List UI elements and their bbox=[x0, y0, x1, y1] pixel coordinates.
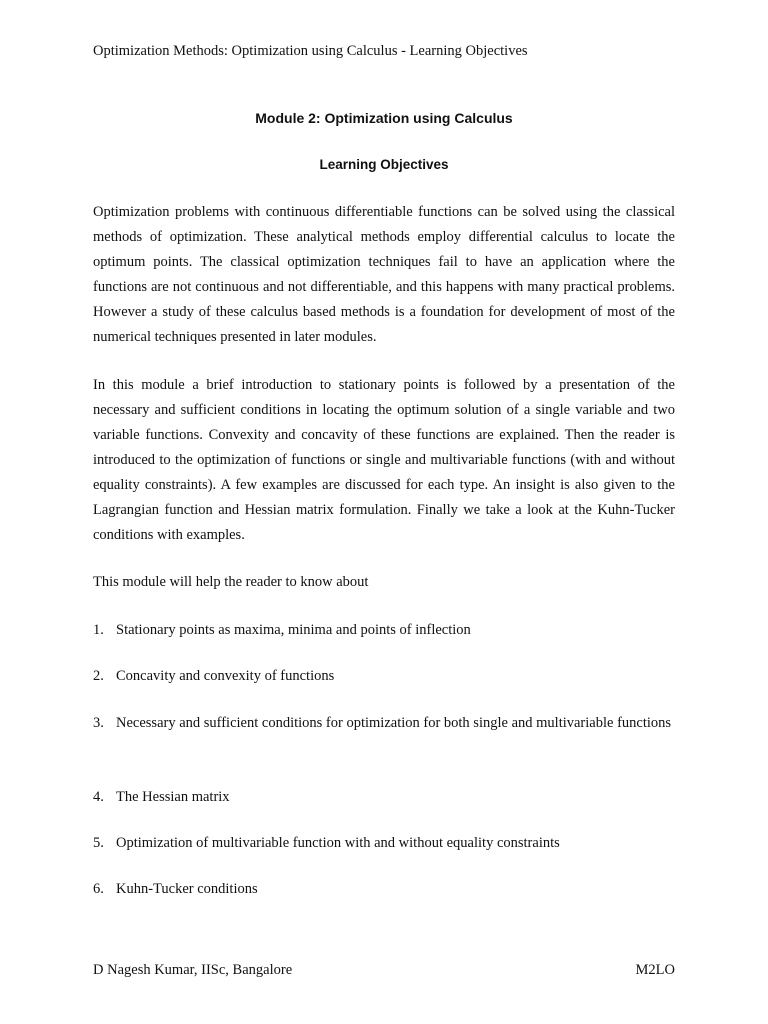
list-item bbox=[93, 664, 675, 689]
list-item-number: 4. bbox=[93, 789, 104, 805]
list-item-number: 2. bbox=[93, 668, 104, 684]
list-item-text: Stationary points as maxima, minima and points of inflection bbox=[116, 622, 471, 638]
module-title: Module 2: Optimization using Calculus bbox=[255, 110, 513, 126]
list-item-number: 6. bbox=[93, 881, 104, 897]
list-item-text: Concavity and convexity of functions bbox=[116, 668, 335, 684]
list-item-text: Necessary and sufficient conditions for optimization for both single and multivariable functions bbox=[116, 715, 672, 731]
list-item-number: 5. bbox=[93, 835, 104, 851]
list-item-text: Kuhn-Tucker conditions bbox=[116, 881, 258, 897]
paragraph-intro: Optimization problems with continuous differentiable functions can be solved using the classical methods of optimization. These analytical methods employ differential calculus to locate the optimum points. The classical optimization techniques fail to have an application where the functions are not continuous and not differentiable, and this happens with many practical problems. However a study of these calculus based methods is a foundation for development of most of the numerical techniques presented in later modules. bbox=[93, 204, 675, 345]
list-item bbox=[93, 877, 675, 902]
paragraph-module-overview: In this module a brief introduction to stationary points is followed by a presentation of the necessary and sufficient conditions in locating the optimum solution of a single variable and two variable functions. Convexity and concavity of these functions are explained. Then the reader is introduced to the optimization of functions or single and multivariable functions (with and without equality constraints). A few examples are discussed for each type. An insight is also given to the Lagrangian function and Hessian matrix formulation. Finally we take a look at the Kuhn-Tucker conditions with examples. bbox=[93, 377, 675, 543]
list-item-text: The Hessian matrix bbox=[116, 789, 230, 805]
list-item bbox=[93, 785, 675, 810]
running-header: Optimization Methods: Optimization using Calculus - Learning Objectives bbox=[93, 43, 528, 59]
list-item bbox=[93, 618, 675, 643]
footer-page-code: M2LO bbox=[635, 962, 675, 978]
list-item bbox=[93, 831, 675, 856]
list-intro: This module will help the reader to know about bbox=[93, 574, 369, 590]
footer-author: D Nagesh Kumar, IISc, Bangalore bbox=[93, 962, 293, 978]
list-item bbox=[93, 711, 675, 736]
list-item-number: 1. bbox=[93, 622, 104, 638]
section-title: Learning Objectives bbox=[319, 157, 449, 172]
list-item-number: 3. bbox=[93, 715, 104, 731]
list-item-text: Optimization of multivariable function with and without equality constraints bbox=[116, 835, 560, 851]
